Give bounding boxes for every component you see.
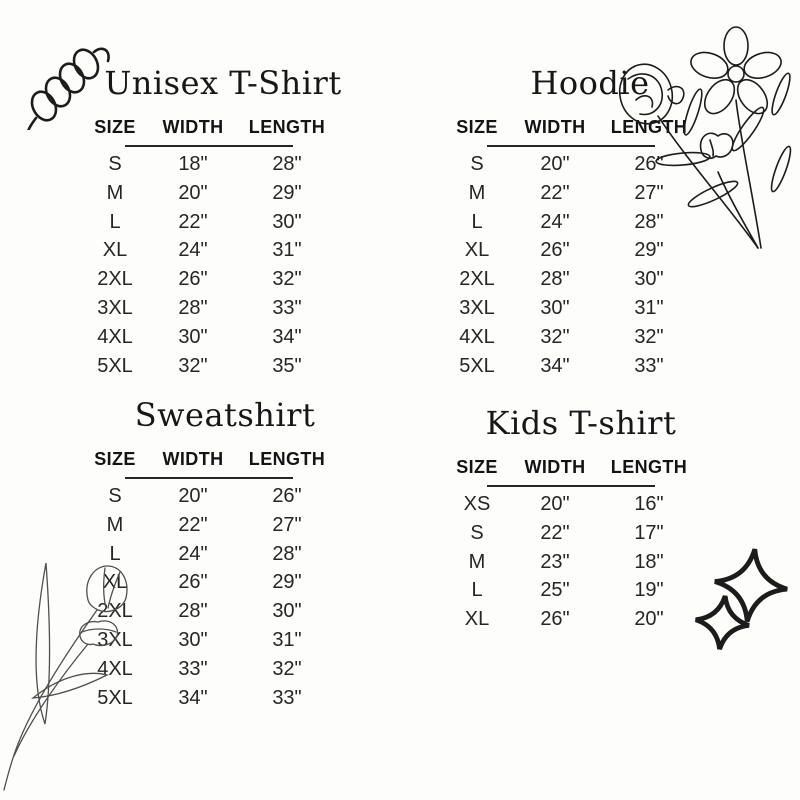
length-cell: 27" [272,513,302,536]
width-cell: 30" [178,325,208,348]
width-cell: 18" [178,153,208,175]
size-cell: S [108,485,122,507]
length-cell: 33" [272,296,302,319]
size-cell: XL [102,239,128,262]
size-cell: S [470,521,484,544]
length-cell: 32" [272,657,302,680]
size-cell: 3XL [459,296,495,319]
sparkles-icon [688,540,793,665]
width-cell: 24" [178,239,208,262]
hoodie-title: Hoodie [530,64,650,102]
column-header-size: SIZE [94,449,136,469]
size-cell: 4XL [97,325,133,348]
size-chart-unisex-tshirt [84,64,342,380]
size-cell: L [109,210,121,233]
size-cell: 4XL [459,325,495,348]
length-cell: 33" [272,686,302,709]
width-cell: 22" [178,210,208,233]
size-cell: 5XL [97,686,133,709]
length-cell: 18" [634,550,664,573]
header-underline [487,145,655,147]
column-header-width: WIDTH [524,457,586,477]
length-cell: 31" [634,296,664,319]
kids-tshirt-table [446,454,696,634]
width-cell: 24" [178,542,208,565]
unisex-tshirt-title: Unisex T-Shirt [104,64,342,102]
length-cell: 31" [272,239,302,262]
column-header-size: SIZE [456,457,498,477]
length-cell: 33" [634,354,664,377]
length-cell: 20" [634,608,664,631]
sweatshirt-table [84,446,334,712]
width-cell: 28" [178,600,208,623]
kids-tshirt-title: Kids T-shirt [485,404,677,442]
size-cell: 2XL [97,268,133,291]
column-header-length: LENGTH [610,457,688,477]
length-cell: 29" [272,181,302,204]
size-cell: 5XL [97,354,133,377]
size-cell: M [106,181,124,204]
length-cell: 27" [634,181,664,204]
width-cell: 28" [178,296,208,319]
width-cell: 20" [540,493,570,515]
width-cell: 26" [540,239,570,262]
size-cell: L [471,579,483,602]
length-cell: 31" [272,628,302,651]
size-chart-hoodie [446,64,696,380]
size-cell: M [106,513,124,536]
length-cell: 29" [272,571,302,594]
column-header-length: LENGTH [248,117,326,137]
size-cell: M [468,181,486,204]
column-header-length: LENGTH [610,117,688,137]
width-cell: 26" [178,571,208,594]
width-cell: 26" [178,268,208,291]
width-cell: 28" [540,268,570,291]
sweatshirt-title: Sweatshirt [134,396,316,434]
length-cell: 28" [272,153,302,175]
size-cell: 4XL [97,657,133,680]
header-underline [125,477,293,479]
width-cell: 30" [178,628,208,651]
width-cell: 32" [178,354,208,377]
width-cell: 33" [178,657,208,680]
size-cell: S [470,153,484,175]
size-cell: 5XL [459,354,495,377]
column-header-width: WIDTH [162,449,224,469]
column-header-size: SIZE [456,117,498,137]
header-underline [487,485,655,487]
size-cell: XL [464,608,490,631]
width-cell: 20" [178,485,208,507]
size-chart-kids-tshirt [446,404,696,634]
width-cell: 24" [540,210,570,233]
size-cell: XL [102,571,128,594]
width-cell: 30" [540,296,570,319]
length-cell: 34" [272,325,302,348]
width-cell: 25" [540,579,570,602]
hoodie-table [446,114,696,380]
size-cell: 3XL [97,296,133,319]
width-cell: 32" [540,325,570,348]
width-cell: 26" [540,608,570,631]
length-cell: 19" [634,579,664,602]
header-underline [125,145,293,147]
length-cell: 29" [634,239,664,262]
length-cell: 30" [272,600,302,623]
length-cell: 32" [272,268,302,291]
length-cell: 30" [634,268,664,291]
column-header-length: LENGTH [248,449,326,469]
column-header-width: WIDTH [524,117,586,137]
width-cell: 34" [178,686,208,709]
length-cell: 28" [272,542,302,565]
length-cell: 26" [634,153,664,175]
width-cell: 34" [540,354,570,377]
unisex-tshirt-table [84,114,334,380]
length-cell: 28" [634,210,664,233]
length-cell: 35" [272,354,302,377]
length-cell: 32" [634,325,664,348]
size-cell: L [471,210,483,233]
size-cell: S [108,153,122,175]
width-cell: 22" [540,521,570,544]
size-cell: 3XL [97,628,133,651]
size-cell: 2XL [459,268,495,291]
width-cell: 20" [178,181,208,204]
column-header-width: WIDTH [162,117,224,137]
size-cell: XS [463,493,491,515]
size-cell: M [468,550,486,573]
width-cell: 22" [540,181,570,204]
width-cell: 23" [540,550,570,573]
length-cell: 16" [634,493,664,515]
size-cell: 2XL [97,600,133,623]
size-chart-sweatshirt [84,396,334,712]
size-cell: L [109,542,121,565]
width-cell: 22" [178,513,208,536]
length-cell: 17" [634,521,664,544]
column-header-size: SIZE [94,117,136,137]
length-cell: 30" [272,210,302,233]
width-cell: 20" [540,153,570,175]
length-cell: 26" [272,485,302,507]
size-cell: XL [464,239,490,262]
